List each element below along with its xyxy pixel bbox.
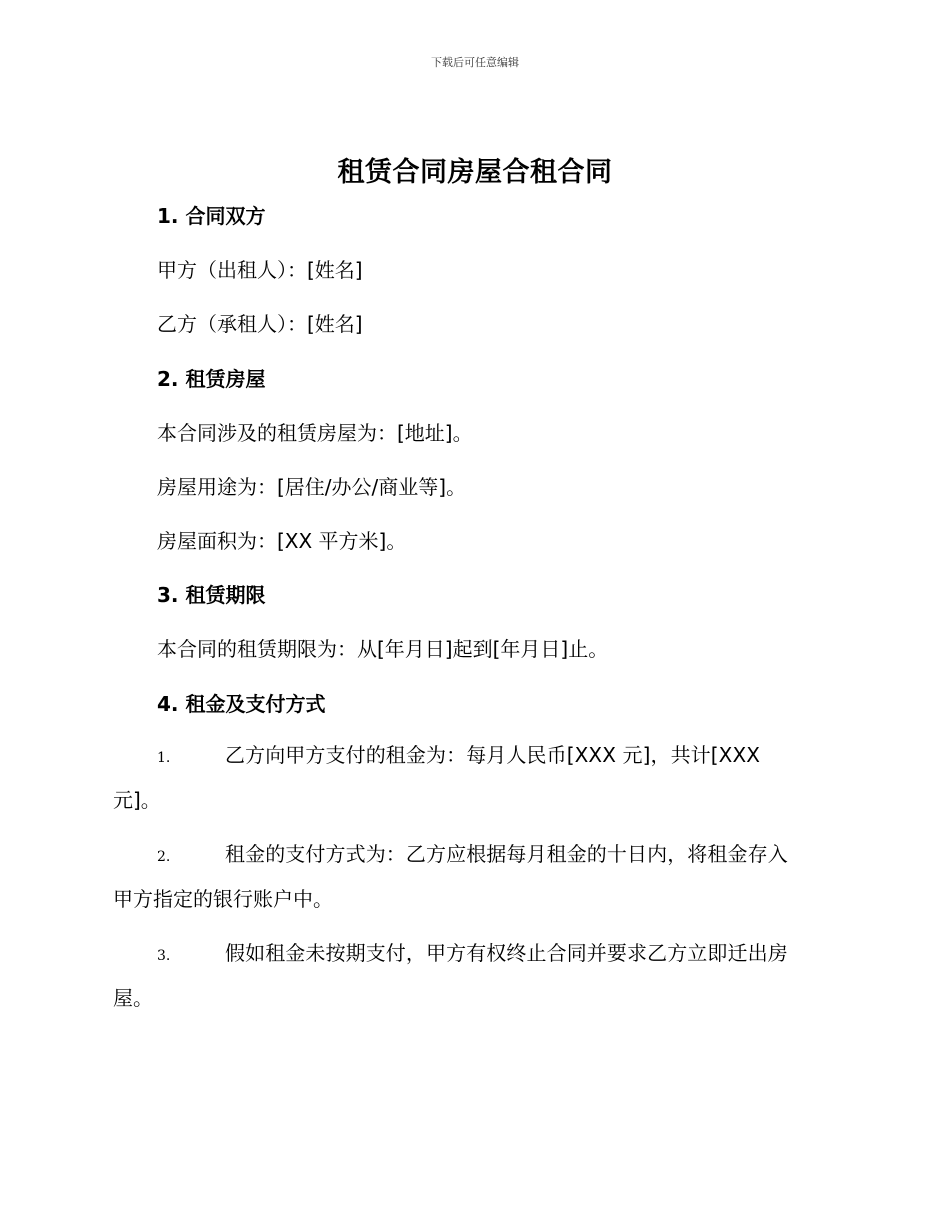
list-item — [113, 832, 833, 922]
term-line: 本合同的租赁期限为：从[年月日]起到[年月日]止。 — [157, 637, 609, 661]
section-heading-premises: 2. 租赁房屋 — [157, 367, 266, 391]
section-heading-term: 3. 租赁期限 — [157, 583, 266, 607]
premises-address-line: 本合同涉及的租赁房屋为：[地址]。 — [157, 421, 473, 445]
list-item-continuation: 元]。 — [113, 788, 161, 812]
document-title: 租赁合同房屋合租合同 — [337, 157, 613, 188]
list-item-continuation: 甲方指定的银行账户中。 — [113, 887, 333, 911]
list-item-text: 乙方向甲方支付的租金为：每月人民币[XXX 元]，共计[XXX — [225, 743, 761, 767]
list-item — [113, 931, 833, 1021]
list-item-number: 3. — [157, 948, 171, 964]
premises-area-line: 房屋面积为：[XX 平方米]。 — [157, 529, 407, 553]
list-item-text: 假如租金未按期支付，甲方有权终止合同并要求乙方立即迁出房 — [225, 941, 788, 965]
list-item-number: 2. — [157, 849, 171, 865]
party-b-line: 乙方（承租人）：[姓名] — [157, 312, 363, 336]
premises-usage-line: 房屋用途为：[居住/办公/商业等]。 — [157, 475, 467, 499]
list-item-continuation: 屋。 — [113, 986, 153, 1010]
list-item — [113, 733, 833, 823]
list-item-number: 1. — [157, 750, 171, 766]
list-item-text: 租金的支付方式为：乙方应根据每月租金的十日内，将租金存入 — [225, 842, 788, 866]
party-a-line: 甲方（出租人）：[姓名] — [157, 258, 363, 282]
section-heading-parties: 1. 合同双方 — [157, 204, 266, 228]
section-heading-rent: 4. 租金及支付方式 — [157, 692, 326, 716]
header-note: 下载后可任意编辑 — [431, 56, 519, 69]
